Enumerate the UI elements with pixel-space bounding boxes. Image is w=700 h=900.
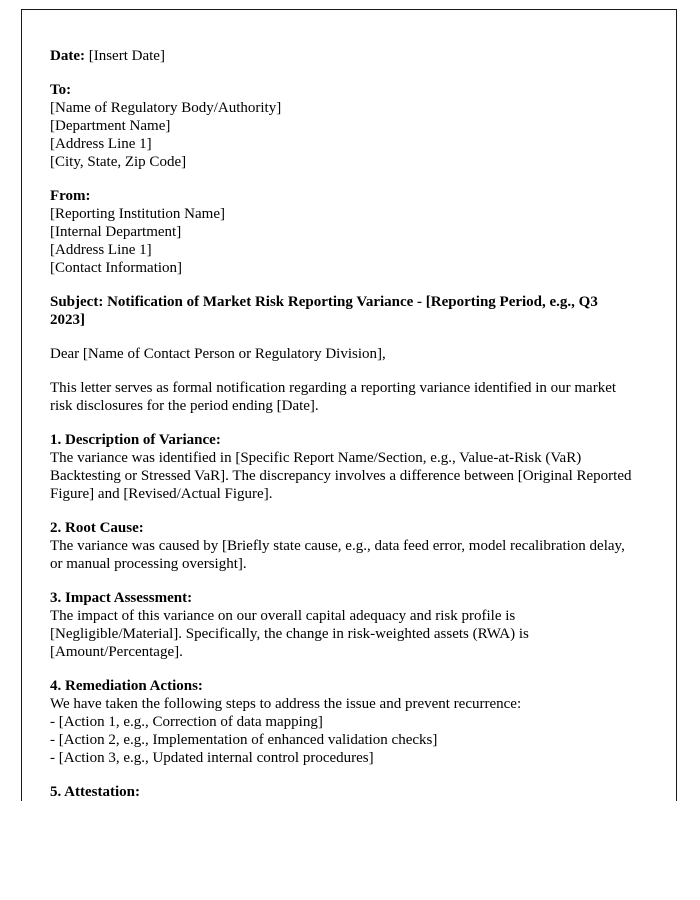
- text-line: [50, 187, 636, 205]
- bold-text-run: To:: [50, 82, 72, 98]
- paragraph: [50, 47, 636, 65]
- paragraph: [50, 431, 636, 503]
- text-run: - [Action 1, e.g., Correction of data mapping]: [50, 714, 323, 730]
- bold-text-run: From:: [50, 188, 91, 204]
- bold-text-run: Date:: [50, 48, 85, 64]
- bold-text-run: 5. Attestation:: [50, 784, 140, 800]
- text-line: [50, 205, 636, 223]
- text-line: [50, 241, 636, 259]
- text-line: [50, 47, 636, 65]
- text-run: The variance was caused by [Briefly state cause, e.g., data feed error, model recalibration delay, or manual processing oversight].: [50, 538, 625, 572]
- paragraph: [50, 589, 636, 661]
- bold-text-run: 3. Impact Assessment:: [50, 590, 193, 606]
- paragraph: [50, 519, 636, 573]
- text-run: Dear [Name of Contact Person or Regulatory Division],: [50, 346, 386, 362]
- text-line: [50, 519, 636, 537]
- paragraph: [50, 293, 636, 329]
- text-line: [50, 135, 636, 153]
- text-line: [50, 449, 636, 503]
- text-line: [50, 293, 636, 329]
- letter-page: [21, 9, 677, 801]
- text-run: [Contact Information]: [50, 260, 183, 276]
- text-line: [50, 677, 636, 695]
- text-line: [50, 223, 636, 241]
- text-line: [50, 117, 636, 135]
- text-run: We have taken the following steps to address the issue and prevent recurrence:: [50, 696, 522, 712]
- text-line: [50, 259, 636, 277]
- text-line: [50, 731, 636, 749]
- text-run: [Address Line 1]: [50, 242, 152, 258]
- text-line: [50, 153, 636, 171]
- text-line: [50, 345, 636, 363]
- document-body: [50, 47, 636, 801]
- paragraph: [50, 345, 636, 363]
- paragraph: [50, 81, 636, 171]
- bold-text-run: 1. Description of Variance:: [50, 432, 221, 448]
- paragraph: [50, 187, 636, 277]
- text-run: [Department Name]: [50, 118, 171, 134]
- text-line: [50, 589, 636, 607]
- bold-text-run: Subject: Notification of Market Risk Reporting Variance - [Reporting Period, e.g., Q3 2023]: [50, 294, 598, 328]
- paragraph: [50, 379, 636, 415]
- text-run: This letter serves as formal notification regarding a reporting variance identified in our market risk disclosures for the period ending [Date].: [50, 380, 617, 414]
- text-run: [Internal Department]: [50, 224, 182, 240]
- text-run: - [Action 3, e.g., Updated internal control procedures]: [50, 750, 374, 766]
- text-run: [Reporting Institution Name]: [50, 206, 225, 222]
- text-line: [50, 379, 636, 415]
- text-line: [50, 431, 636, 449]
- text-line: [50, 695, 636, 713]
- text-run: The impact of this variance on our overall capital adequacy and risk profile is [Negligible/Material]. Specifically, the change in risk-weighted assets (RWA) is [Amount/Percentage].: [50, 608, 529, 660]
- text-run: The variance was identified in [Specific Report Name/Section, e.g., Value-at-Risk (VaR) Backtesting or Stressed VaR]. The discrepancy involves a difference between [Original Reported Figure] and [Revised/Actual Figure].: [50, 450, 632, 502]
- paragraph: [50, 783, 636, 801]
- text-run: [Insert Date]: [84, 48, 165, 64]
- text-line: [50, 81, 636, 99]
- text-run: [City, State, Zip Code]: [50, 154, 187, 170]
- text-line: [50, 749, 636, 767]
- paragraph: [50, 677, 636, 767]
- text-run: [Name of Regulatory Body/Authority]: [50, 100, 282, 116]
- text-run: [Address Line 1]: [50, 136, 152, 152]
- text-line: [50, 99, 636, 117]
- bold-text-run: 4. Remediation Actions:: [50, 678, 203, 694]
- text-line: [50, 713, 636, 731]
- text-line: [50, 607, 636, 661]
- bold-text-run: 2. Root Cause:: [50, 520, 144, 536]
- text-run: - [Action 2, e.g., Implementation of enhanced validation checks]: [50, 732, 438, 748]
- text-line: [50, 783, 636, 801]
- text-line: [50, 537, 636, 573]
